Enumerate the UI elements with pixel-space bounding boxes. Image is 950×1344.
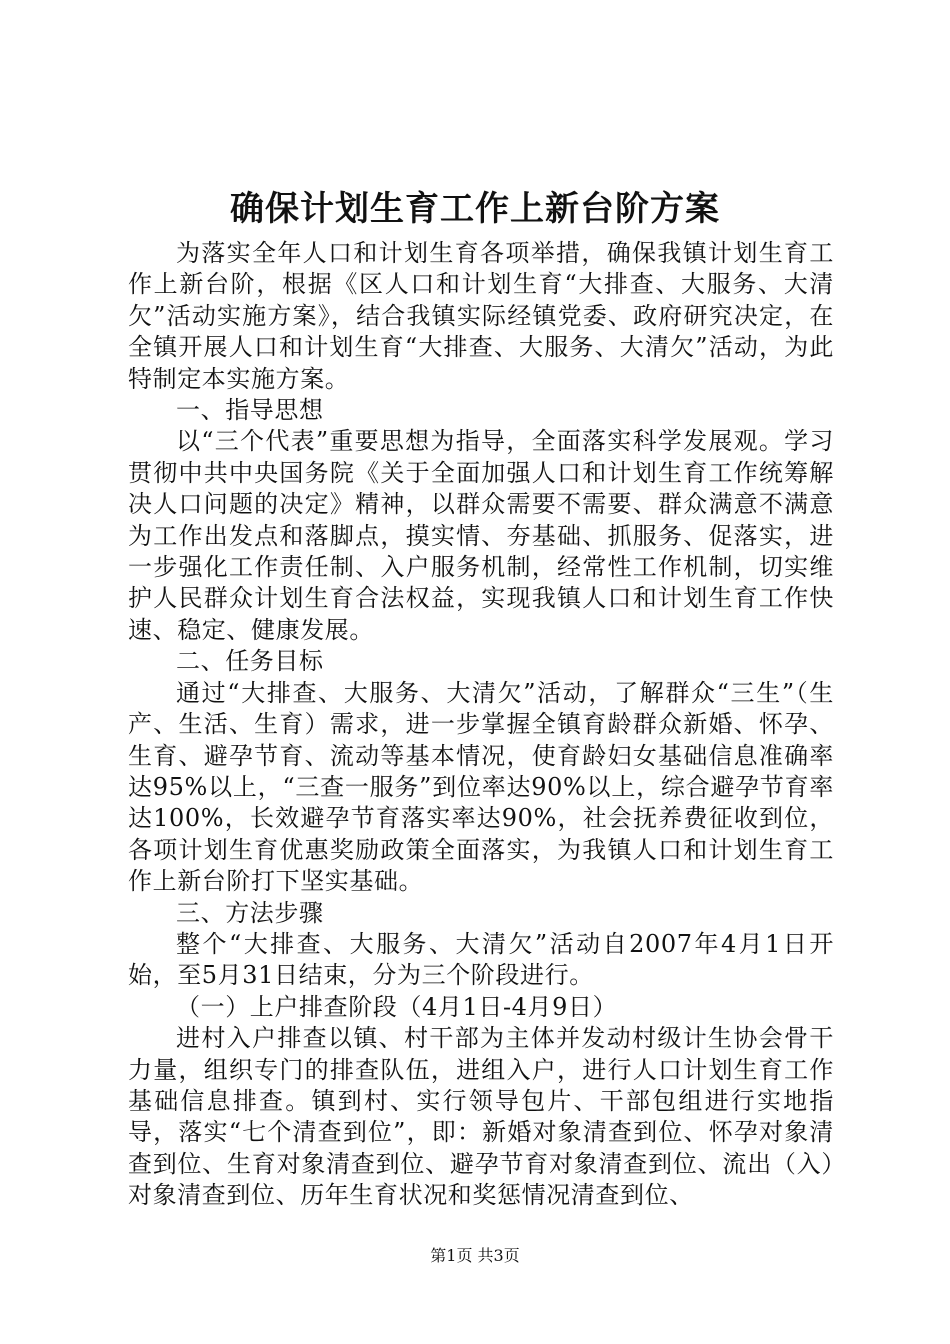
subsection-heading-stage-one: （一）上户排查阶段（4月1日-4月9日） [176,992,618,1021]
stage-one-paragraph: 进村入户排查以镇、村干部为主体并发动村级计生协会骨干力量，组织专门的排查队伍，进组入户，进行人口计划生育工作基础信息排查。镇到村、实行领导包片、干部包组进行实地指导，落实“七个清查到位”，即：新婚对象清查到位、怀孕对象清查到位、生育对象清查到位、避孕节育对象清查到位、流出（入）对象清查到位、历年生育状况和奖惩情况清查到位、 [128,1024,834,1210]
document-body [128,238,834,1212]
section-heading-method-steps: 三、方法步骤 [176,898,324,927]
section-heading-guiding-thought: 一、指导思想 [176,396,324,425]
section-heading-task-goals: 二、任务目标 [176,647,324,676]
guiding-thought-paragraph: 以“三个代表”重要思想为指导，全面落实科学发展观。学习贯彻中共中央国务院《关于全面加强人口和计划生育工作统筹解决人口问题的决定》精神，以群众需要不需要、群众满意不满意为工作出发点和落脚点，摸实情、夯基础、抓服务、促落实，进一步强化工作责任制、入户服务机制，经常性工作机制，切实维护人民群众计划生育合法权益，实现我镇人口和计划生育工作快速、稳定、健康发展。 [128,427,834,644]
method-steps-paragraph: 整个“大排查、大服务、大清欠”活动自2007年4月1日开始，至5月31日结束，分为三个阶段进行。 [128,929,834,990]
document-title: 确保计划生育工作上新台阶方案 [230,189,720,229]
intro-paragraph: 为落实全年人口和计划生育各项举措，确保我镇计划生育工作上新台阶，根据《区人口和计划生育“大排查、大服务、大清欠”活动实施方案》，结合我镇实际经镇党委、政府研究决定，在全镇开展人口和计划生育“大排查、大服务、大清欠”活动，为此特制定本实施方案。 [128,239,834,393]
page-footer: 第1页 共3页 [430,1246,520,1265]
task-goals-paragraph: 通过“大排查、大服务、大清欠”活动，了解群众“三生”（生产、生活、生育）需求，进一步掌握全镇育龄群众新婚、怀孕、生育、避孕节育、流动等基本情况，使育龄妇女基础信息准确率达95%以上，“三查一服务”到位率达90%以上，综合避孕节育率达100%，长效避孕节育落实率达90%，社会抚养费征收到位，各项计划生育优惠奖励政策全面落实，为我镇人口和计划生育工作上新台阶打下坚实基础。 [128,678,834,896]
